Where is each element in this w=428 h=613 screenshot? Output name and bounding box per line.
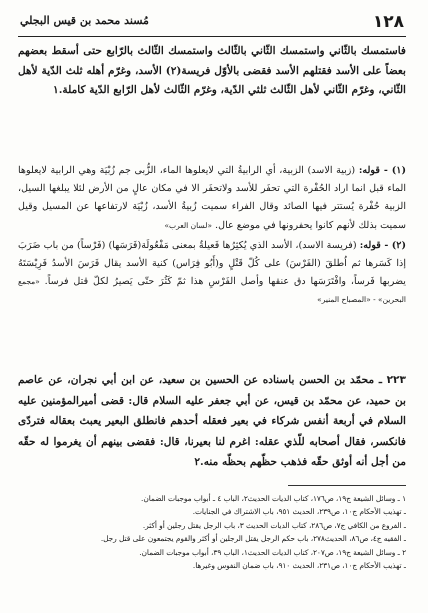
hadith-block: [18, 370, 406, 473]
main-paragraph: فاستمسك بالثّاني واستمسك الثّاني بالثّالث واستمسك الثّالث بالرّابع حتى أسقط بعضهم بعضاً على الأسد فقتلهم الأسد فقضى بالأوّل فريسة(٢) الأسد، وغرّم أهله ثلث الدّية لأهل الثّاني، وغرّم الثّاني لأهل الثّالث ثلثي الدّية، وغرّم الثّالث لأهل الرّابع الدّية كاملة.١: [18, 45, 406, 96]
reference-line: ـ الفقيه ج٤، ص٨٦، الحديث٢٧٨، باب حكم الرجل يقتل الرجلين أو أكثر والقوم يجتمعون على قتل رجل.: [100, 534, 406, 544]
reference-line: ١ ـ وسائل الشيعة ج١٩، ص١٧٦، كتاب الديات الحديث٢، الباب ٤ ـ أبواب موجبات الضمان.: [141, 494, 406, 503]
note-1-source: «لسان العرب»: [164, 220, 212, 230]
footnote-divider: [288, 485, 406, 486]
commentary-notes: [18, 162, 406, 312]
reference-line: ـ تهذيب الأحكام ج١٠، ص٢٣٩، الحديث ٩٥١، باب الاشتراك في الجنايات.: [192, 507, 406, 517]
note-2-label: (٢) - قوله:: [359, 239, 406, 251]
book-title: مُسند محمد بن قيس البجلي: [20, 14, 149, 27]
note-2-text: (فريسة الاسد)، الأسد الذي يُكثِرُها فَعيلةٌ بمعنى مَفْعُولَة(فَرَسَها) (فَرْساً) من باب ضَرَبَ إذا كَسَرها ثم اُطلقَ (الفَرْسَ) على كُلّ قَتْلٍ و(أَبُو فِرَاس) كنية الأسد يقال فَرَسَ الأسدُ فَرِيْسَتَهُ يضربها فَرساً، وافْتَرَسَها دق عنقها وأصل الفَرْسِ هذا ثمّ كَثُرَ حتّى يَصيرُ لكلّ قتل فرساً.: [18, 239, 406, 288]
page-header: [18, 12, 406, 37]
note-1: [18, 162, 406, 235]
document-page: [18, 0, 406, 613]
note-1-label: (١) - قوله:: [358, 165, 406, 176]
reference-line: ـ تهذيب الأحكام ج١٠، ص٢٣١، الحديث ٩١٠، باب ضمان النفوس وغيرها.: [192, 561, 406, 571]
footnote-references: [18, 492, 406, 572]
note-1-text: (زبية الاسد) الزبية، أي الرابيةُ التي لايعلوها الماء، الزُّبى جم زُبْيَة وهي الرابية لايعلوها الماء قبل انما اراد الحُفْرة التي تحفَر للأسد ولاتحفَر الا في مكان عالٍ من الأرض لئلا يبلغها السيل، الزبية حُفْرة يُستتر فيها الصائد وقال الفراء سميت زُبيةُ الأسد، زُبْيَة لارتفاعها عن المسيل وقيل سميت بذلك لأنهم كانوا يحفرونها في موضع عال.: [18, 165, 406, 231]
note-2-source: «مجمع البحرين» - «المصباح المنير»: [18, 277, 406, 305]
hadith-text: محمّد بن الحسن باسناده عن الحسين بن سعيد، عن ابن أبي نجران، عن عاصم بن حميد، عن محمّد بن قيس، عن أبي جعفر عليه السلام قال: قضى أميرالمؤمنين عليه السلام في أربعة أنفس شركاء في بعير فعقله أحدهم فانطلق البعير يعبث بعقاله فتردّى فانكسر، فقال أصحابه للّذي عقله: اغرم لنا بعيرنا، قال: فقضى بينهم أن يغرموا له حقّه من أجل أنه أوثق حقّه فذهب حظّهم بحظّه منه.٢: [18, 374, 406, 468]
reference-line: ٢ ـ وسائل الشيعة ج١٩، ص٢٠٧، كتاب الديات الحديث١، الباب ٣٩، أبواب موجبات الضمان.: [139, 547, 406, 557]
hadith-number: ٢٢٣: [386, 374, 406, 386]
hadith-dash: ـ: [374, 374, 382, 386]
reference-line: ـ الفروع من الكافي ج٧، ص٢٨٦، كتاب الديات الحديث ٣، باب الرجل يقتل رجلين أو أكثر.: [142, 520, 406, 530]
note-2: [18, 237, 406, 310]
page-number: ١٢٨: [372, 12, 404, 32]
